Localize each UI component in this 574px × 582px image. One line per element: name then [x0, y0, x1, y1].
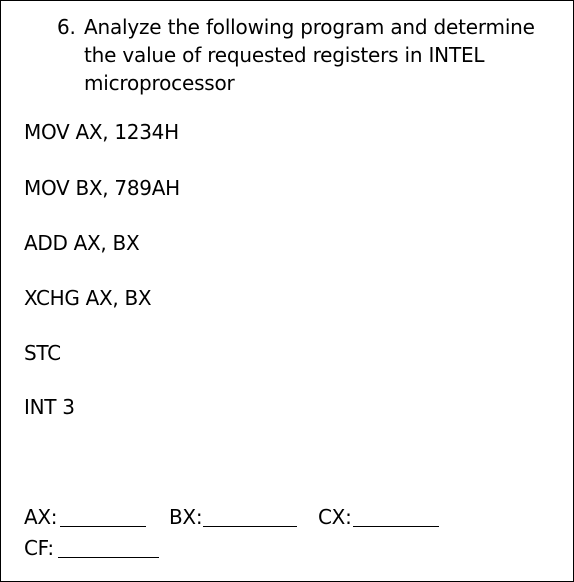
program-line: ADD AX, BX — [24, 231, 140, 255]
ax-label: AX: — [24, 505, 58, 529]
bx-label: BX: — [169, 505, 203, 529]
cf-blank[interactable] — [58, 557, 159, 558]
question-number: 6. — [57, 15, 76, 39]
cx-blank[interactable] — [353, 526, 439, 527]
program-line: INT 3 — [24, 395, 75, 419]
question-text: Analyze the following program and determine the value of requested registers in INTEL microprocessor — [84, 15, 535, 95]
bx-blank[interactable] — [203, 526, 297, 527]
ax-blank[interactable] — [60, 526, 146, 527]
cx-label: CX: — [318, 505, 352, 529]
cf-label: CF: — [24, 536, 54, 560]
program-line: STC — [24, 341, 61, 365]
program-line: MOV AX, 1234H — [24, 120, 179, 144]
program-line: XCHG AX, BX — [24, 286, 152, 310]
program-line: MOV BX, 789AH — [24, 176, 180, 200]
question-block — [57, 13, 537, 97]
